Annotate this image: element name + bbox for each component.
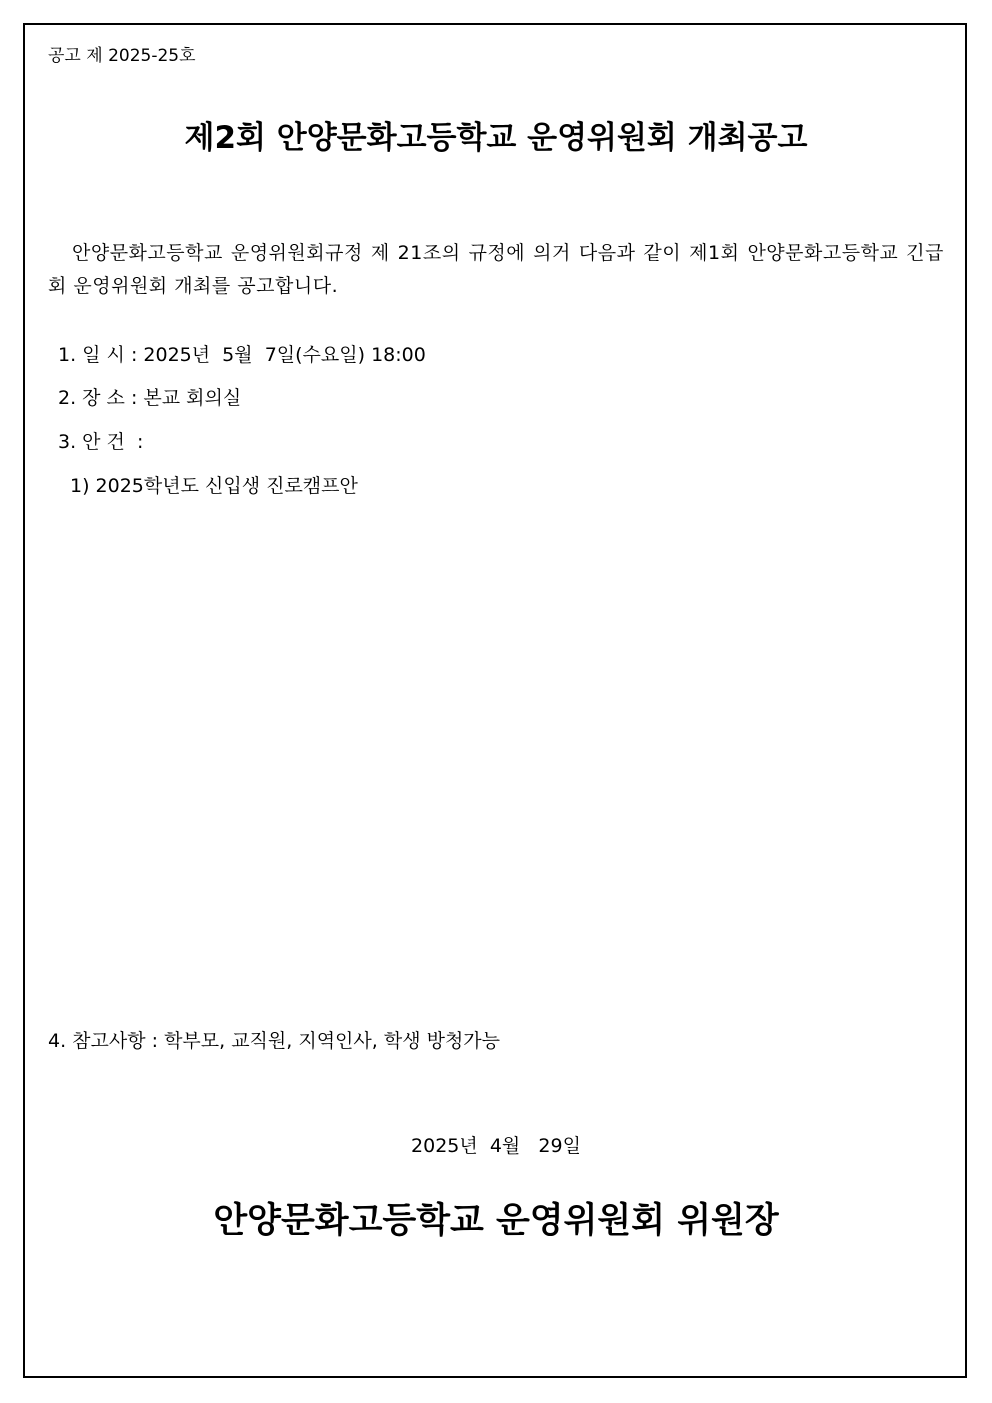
notice-title: 제2회 안양문화고등학교 운영위원회 개최공고 [184, 120, 808, 156]
meeting-date-item: 1. 일 시 : 2025년 5월 7일(수요일) 18:00 [58, 344, 426, 366]
agenda-subitem: 1) 2025학년도 신입생 진로캠프안 [70, 475, 358, 497]
signatory: 안양문화고등학교 운영위원회 위원장 [213, 1201, 779, 1241]
issue-date: 2025년 4월 29일 [411, 1135, 581, 1157]
agenda-item: 3. 안 건 : [58, 431, 144, 453]
intro-paragraph: 안양문화고등학교 운영위원회규정 제 21조의 규정에 의거 다음과 같이 제1회 안양문화고등학교 긴급회 운영위원회 개최를 공고합니다. [48, 242, 944, 297]
notes-item: 4. 참고사항 : 학부모, 교직원, 지역인사, 학생 방청가능 [48, 1030, 501, 1052]
document-border [23, 23, 967, 1378]
meeting-place-item: 2. 장 소 : 본교 회의실 [58, 387, 242, 409]
notice-number: 공고 제 2025-25호 [48, 46, 196, 66]
